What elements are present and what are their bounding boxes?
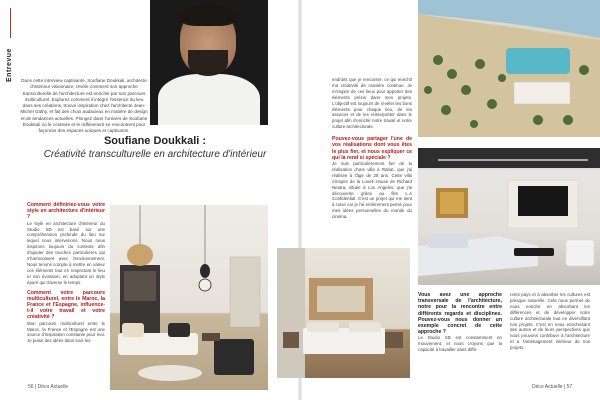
section-label: Entrevue bbox=[6, 48, 13, 82]
portrait-beard bbox=[188, 50, 228, 76]
column-2-text: endroits que je rencontre, ce qui enrichit ma créativité de manière continue. Je m'inspire de ces lieux pour apporter des éléments précis dans mes projets. L'objectif est toujours de révéler les bons éléments pour chaque lieu, de les associer et de les réinterpréter dans le projet afin d'enrichir notre travail et notre culture architecturale. bbox=[332, 77, 412, 130]
interior-illustration-2 bbox=[277, 248, 410, 378]
portrait-shirt bbox=[158, 74, 260, 125]
column-3 bbox=[418, 292, 502, 353]
living-room-illustration bbox=[418, 148, 600, 285]
question-3: Pouvez-vous partager l'une de vos réalisations dont vous êtes le plus fier, et nous expliquer ce qui la rend si spéciale ? bbox=[332, 136, 412, 161]
footer-left: 56 | Déco Actuelle bbox=[28, 384, 69, 390]
column-1 bbox=[27, 202, 105, 344]
resort-illustration bbox=[418, 0, 600, 137]
section-rule bbox=[10, 8, 11, 38]
interior-photo-bedroom bbox=[277, 248, 410, 378]
article-subtitle: Créativité transculturelle en architecture d'intérieur bbox=[43, 149, 267, 160]
portrait-hair bbox=[180, 4, 236, 26]
column-2 bbox=[332, 77, 412, 220]
interior-illustration-1 bbox=[110, 205, 268, 390]
question-1: Comment définiriez-vous votre style en architecture d'intérieur ? bbox=[27, 202, 105, 221]
answer-2: Mon parcours multiculturel entre le Maroc, la France et l'Espagne est une source d'inspiration constante pour moi. Je puise des idées dans tous les bbox=[27, 320, 105, 344]
footer-right: Déco Actuelle | 57 bbox=[532, 384, 573, 390]
answer-1: Le style en architecture d'intérieur du Studio SD est basé sur une compréhension profonde du lieu sur lequel nous intervenons. Nous nous inspirons toujours du contexte afin d'ajouter des touches particulières qui s'harmonisent avec l'environnement. Nous tenons compte à mettre en valeur ces éléments tout en respectant le lieu et son évolution, en adoptant un style épuré qui traverse le temps. bbox=[27, 220, 105, 285]
modern-living-room-photo bbox=[418, 148, 600, 285]
answer-3: Je suis particulièrement fier de la réalisation d'une villa à Rabat, que j'ai réalisée à l'âge de 28 ans. Cette villa s'inspire de la Lovell House de Richard Neutra, située à Los Angeles, que j'ai découverte grâce au film L.A Confidential. C'est un projet qui me tient à cœur car je l'ai entièrement pensé pour mes idées personnelles du monde du cinéma. bbox=[332, 160, 412, 220]
intro-text: Dans cette interview captivante, Soufiane Doukkali, architecte d'intérieur visionnaire, révèle comment son approche transculturelle de l'architecture est enrichie par son parcours multiculturel. Explorez comment il intègre l'essence du lieu dans ses créations, trouve inspiration chez l'architecte Jean-Michel Gathy, et fait des choix audacieux en matière de design et de tendances actuelles. Plongez dans l'univers de Soufiane Doukkali où le contexte et le raffinement se rencontrent pour façonner des espaces uniques et captivants. bbox=[20, 78, 148, 134]
column-4 bbox=[510, 292, 590, 351]
column-4-text: rents pays et à absorber les cultures est presque naturelle. Cela nous permet de nous enrichir en absorbant les différences et de développer notre culture architecturale tout en diversifiant nos projets. C'est en nous enrichissant des autres et de leurs perspectives que nous pouvons contribuer à l'architecture et à l'aménagement intérieur de nos projets. bbox=[510, 292, 590, 351]
answer-4: Le Studio SD est constamment en mouvement, et nous croyons que la capacité à travailler dans diffé- bbox=[418, 335, 502, 353]
interior-photo-living-room bbox=[110, 205, 268, 390]
resort-aerial-photo bbox=[418, 0, 600, 137]
article-title: Soufiane Doukkali : bbox=[103, 135, 207, 147]
question-2: Comment votre parcours multiculturel, entre le Maroc, la France et l'Espagne, influence-t-il votre travail et votre créativité ? bbox=[27, 289, 105, 321]
question-4: Vous avez une approche transversale de l'architecture, notre pour la rencontre entre différents regards et disciplines. Pouvez-vous nous donner un exemple concret de cette approche ? bbox=[418, 292, 502, 336]
portrait-photo bbox=[150, 0, 268, 125]
